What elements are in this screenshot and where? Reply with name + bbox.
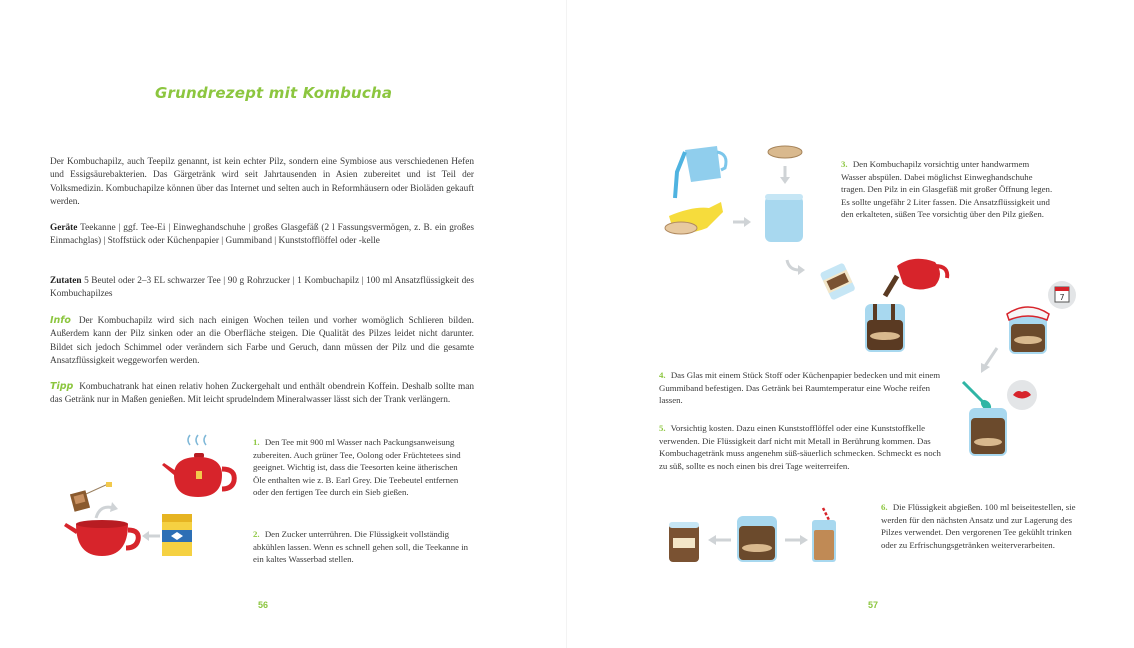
info-label: Info bbox=[50, 315, 71, 326]
tipp-text: Kombuchatrank hat einen relativ hohen Zuckergehalt und enthält obendrein Koffein. Deshalb sollte man das Getränk nur in Maßen genießen. Mit leicht sprudelndem Mineralwasser lässt sich der Trank verlängern. bbox=[50, 382, 475, 406]
zutaten-paragraph bbox=[50, 275, 474, 302]
step-5-text: Vorsichtig kosten. Dazu einen Kunststofflöffel oder eine Kunststoffkelle verwenden. Die Flüssigkeit darf nicht mit Metall in Berührung kommen. Das Kombuchagetränk muss angenehm süß-säuerlich schmecken. Schmeckt es noch zu süß, sollte es noch einen bis drei Tage weiterreifen. bbox=[659, 423, 941, 471]
tipp-label: Tipp bbox=[50, 381, 74, 392]
scoby-icon bbox=[765, 144, 805, 160]
arrow-icon bbox=[779, 164, 791, 186]
recipe-title: Grundrezept mit Kombucha bbox=[155, 84, 393, 102]
geraete-paragraph bbox=[50, 222, 474, 249]
step-1 bbox=[253, 436, 471, 499]
bottle-icon bbox=[819, 262, 859, 304]
sugar-box-icon bbox=[160, 512, 198, 558]
right-page bbox=[567, 0, 1134, 648]
info-paragraph bbox=[50, 314, 474, 369]
geraete-text: Teekanne | ggf. Tee-Ei | Einweghandschuhe | großes Glasgefäß (2 l Fassungsvermögen, z. B. ein großes Einmachglas) | Stoffstück oder Küchenpapier | Gummiband | Kunststofflöffel oder -kelle bbox=[50, 223, 475, 247]
page-number-right: 57 bbox=[868, 600, 879, 610]
step-4 bbox=[659, 369, 949, 407]
calendar-icon bbox=[1047, 280, 1077, 310]
step-5 bbox=[659, 422, 943, 472]
arrow-icon bbox=[731, 216, 753, 228]
step-3 bbox=[841, 158, 1053, 221]
glass-jar-icon bbox=[863, 300, 909, 356]
step-3-number: 3. bbox=[841, 159, 848, 169]
step-2 bbox=[253, 528, 471, 566]
step-1-text: Den Tee mit 900 ml Wasser nach Packungsanweisung zubereiten. Auch grüner Tee, Oolong oder Früchtetees sind geeignet. Wichtig ist, dass die Teesorten keine ätherischen Öle enthalten wie z. B. Earl Grey. Die Teebeutel entfernen oder den fertigen Tee durch ein Sieb gießen. bbox=[253, 437, 461, 498]
step-6-number: 6. bbox=[881, 502, 888, 512]
glass-jar-icon bbox=[1005, 302, 1051, 356]
glass-jar-icon bbox=[735, 512, 779, 564]
step-4-text: Das Glas mit einem Stück Stoff oder Küchenpapier bedecken und mit einem Gummiband befestigen. Das Getränk bei Raumtemperatur eine Woche reifen lassen. bbox=[659, 370, 941, 406]
teapot-icon bbox=[160, 425, 240, 503]
teapot-icon bbox=[883, 252, 955, 300]
step-2-text: Den Zucker unterrühren. Die Flüssigkeit vollständig abkühlen lassen. Wenn es schnell gehen soll, die Teekanne in ein kaltes Wasserbad stellen. bbox=[253, 529, 469, 565]
step-5-number: 5. bbox=[659, 423, 666, 433]
zutaten-label: Zutaten bbox=[50, 276, 82, 286]
step-6-text: Die Flüssigkeit abgießen. 100 ml beiseitestellen, sie werden für den nächsten Ansatz und zur Lagerung des Pilzes verwendet. Den vergorenen Tee gekühlt trinken oder zu Erfrischungsgetränken weiterverarbeiten. bbox=[881, 502, 1076, 550]
step-1-number: 1. bbox=[253, 437, 260, 447]
step-2-number: 2. bbox=[253, 529, 260, 539]
bottle-icon bbox=[667, 520, 701, 564]
arrow-icon bbox=[783, 534, 809, 546]
drinking-glass-icon bbox=[809, 506, 839, 564]
page-number-left: 56 bbox=[258, 600, 269, 610]
step-3-text: Den Kombuchapilz vorsichtig unter handwarmem Wasser abspülen. Dabei möglichst Einweghandschuhe tragen. Den Pilz in ein Glasgefäß mit großer Öffnung legen. Es sollte ungefähr 2 Liter fassen. Die Ansatzflüssigkeit und den erkalteten, süßen Tee vorsichtig über den Pilz gießen. bbox=[841, 159, 1053, 220]
tipp-paragraph bbox=[50, 380, 474, 408]
glass-jar-icon bbox=[763, 192, 807, 244]
step-6 bbox=[881, 501, 1087, 551]
info-text: Der Kombuchapilz wird sich nach einigen Wochen teilen und vorher womöglich Schlieren bilden. Außerdem kann der Pilz sinken oder an die Oberfläche steigen. Die Qualität des Pilzes leidet nicht darunter. Bildet sich jedoch Schimmel oder verändern sich Farbe und Geruch, dann müssen der Pilz und die gesamte Ansatzflüssigkeit weggeworfen werden. bbox=[50, 316, 474, 367]
arrow-icon bbox=[977, 346, 1001, 376]
arrow-icon bbox=[785, 258, 807, 276]
calendar-day: 7 bbox=[1059, 293, 1065, 302]
intro-paragraph: Der Kombuchapilz, auch Teepilz genannt, ist kein echter Pilz, sondern eine Symbiose aus verschiedenen Hefen und Essigsäurebakterien. Das Gärgetränk wird seit Jahrtausenden in Asien zubereitet und ist Teil der Volksmedizin. Kombuchapilze können über das Internet und selten auch in Reformhäusern oder Bioläden gekauft werden. bbox=[50, 157, 474, 208]
teapot-icon bbox=[62, 512, 142, 560]
arrow-icon bbox=[142, 530, 162, 542]
step-4-number: 4. bbox=[659, 370, 666, 380]
water-jug-icon bbox=[667, 142, 732, 204]
geraete-label: Geräte bbox=[50, 223, 78, 233]
zutaten-text: 5 Beutel oder 2–3 EL schwarzer Tee | 90 g Rohrzucker | 1 Kombuchapilz | 100 ml Ansatzflüssigkeit des Kombuchapilzes bbox=[50, 276, 474, 300]
glass-jar-icon bbox=[965, 404, 1011, 458]
glove-icon bbox=[663, 198, 725, 240]
arrow-icon bbox=[707, 534, 733, 546]
